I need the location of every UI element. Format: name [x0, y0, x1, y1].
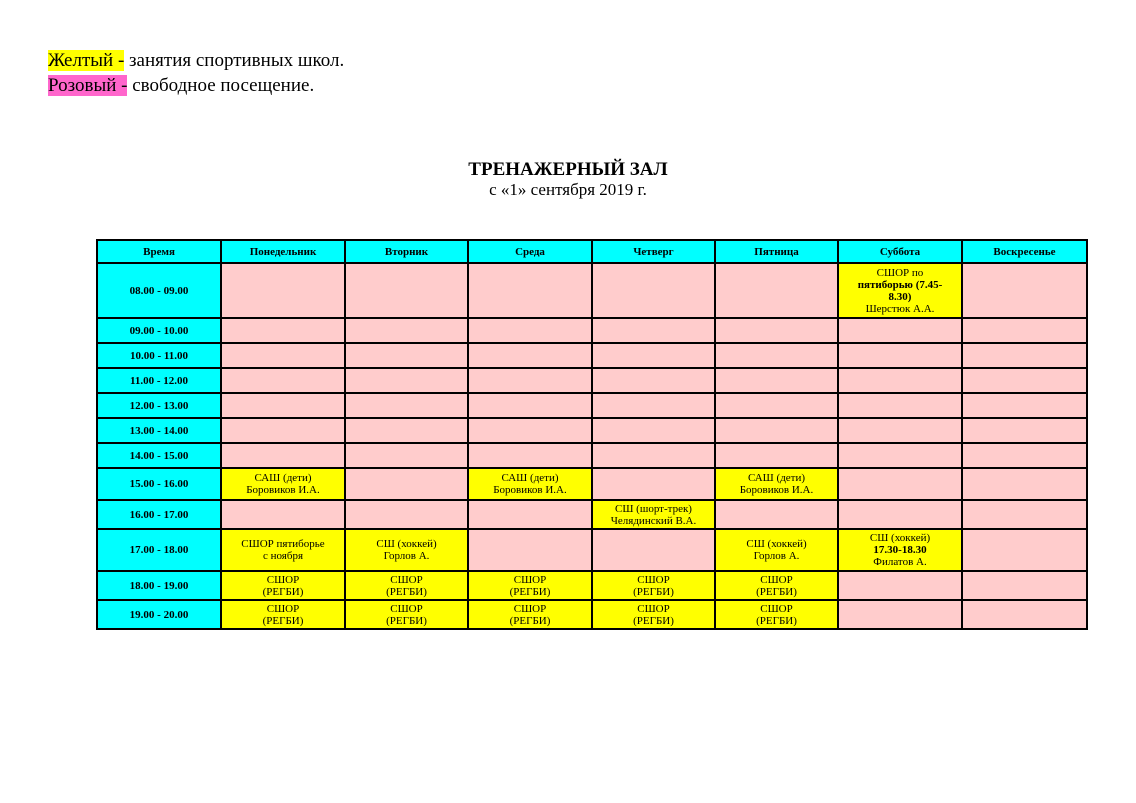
header-cell: Воскресенье [962, 240, 1087, 263]
cell-text: СШОР [266, 602, 300, 615]
time-cell: 08.00 - 09.00 [97, 263, 221, 318]
free-visit-cell [715, 318, 838, 343]
cell-text: (РЕГБИ) [262, 585, 304, 598]
time-cell: 09.00 - 10.00 [97, 318, 221, 343]
free-visit-cell [221, 418, 345, 443]
free-visit-cell [221, 343, 345, 368]
free-visit-cell [468, 529, 592, 571]
cell-text: СШОР [390, 602, 423, 615]
free-visit-cell [838, 368, 962, 393]
cell-text: Шерстюк А.А. [865, 302, 935, 315]
legend-pink-text: свободное посещение. [127, 75, 315, 96]
free-visit-cell [715, 418, 838, 443]
school-session-cell [592, 500, 715, 529]
cell-text: СШ (хоккей) [746, 538, 807, 550]
free-visit-cell [962, 393, 1087, 418]
table-row [97, 529, 1087, 571]
cell-text: САШ (дети) [254, 472, 312, 484]
school-session-cell [345, 571, 468, 600]
free-visit-cell [345, 393, 468, 418]
free-visit-cell [345, 368, 468, 393]
free-visit-cell [838, 600, 962, 629]
cell-text: Боровиков И.А. [739, 484, 814, 496]
school-session-cell [221, 529, 345, 571]
free-visit-cell [592, 393, 715, 418]
time-cell: 18.00 - 19.00 [97, 571, 221, 600]
legend-pink [48, 73, 344, 98]
school-session-cell [592, 571, 715, 600]
free-visit-cell [962, 468, 1087, 500]
free-visit-cell [592, 368, 715, 393]
school-session-cell [838, 529, 962, 571]
time-cell: 12.00 - 13.00 [97, 393, 221, 418]
time-cell: 11.00 - 12.00 [97, 368, 221, 393]
school-session-cell [221, 600, 345, 629]
free-visit-cell [592, 529, 715, 571]
free-visit-cell [838, 393, 962, 418]
time-cell: 16.00 - 17.00 [97, 500, 221, 529]
cell-text: пятиборью (7.45- [857, 278, 943, 291]
cell-text: 8.30) [888, 290, 912, 303]
time-cell: 14.00 - 15.00 [97, 443, 221, 468]
header-cell: Понедельник [221, 240, 345, 263]
free-visit-cell [345, 343, 468, 368]
free-visit-cell [715, 263, 838, 318]
cell-text: СШ (хоккей) [869, 532, 931, 544]
free-visit-cell [715, 393, 838, 418]
free-visit-cell [962, 443, 1087, 468]
free-visit-cell [221, 368, 345, 393]
cell-text: (РЕГБИ) [633, 585, 674, 598]
free-visit-cell [592, 468, 715, 500]
free-visit-cell [345, 500, 468, 529]
time-cell: 10.00 - 11.00 [97, 343, 221, 368]
cell-text: (РЕГБИ) [262, 614, 304, 627]
time-cell: 13.00 - 14.00 [97, 418, 221, 443]
cell-text: Горлов А. [753, 550, 800, 562]
cell-text: Боровиков И.А. [493, 484, 567, 496]
free-visit-cell [962, 500, 1087, 529]
cell-text: (РЕГБИ) [509, 585, 551, 598]
school-session-cell [592, 600, 715, 629]
free-visit-cell [838, 343, 962, 368]
free-visit-cell [221, 500, 345, 529]
free-visit-cell [468, 393, 592, 418]
free-visit-cell [962, 571, 1087, 600]
cell-text: СШОР [760, 573, 793, 586]
free-visit-cell [962, 263, 1087, 318]
cell-text: (РЕГБИ) [756, 614, 797, 627]
table-row [97, 418, 1087, 443]
table-row [97, 393, 1087, 418]
free-visit-cell [221, 443, 345, 468]
school-session-cell [715, 571, 838, 600]
cell-text: 17.30-18.30 [873, 544, 927, 556]
table-row [97, 343, 1087, 368]
cell-text: Горлов А. [383, 550, 430, 562]
cell-text: Челядинский В.А. [610, 514, 697, 527]
header-cell: Четверг [592, 240, 715, 263]
free-visit-cell [468, 263, 592, 318]
free-visit-cell [838, 571, 962, 600]
free-visit-cell [962, 600, 1087, 629]
free-visit-cell [592, 343, 715, 368]
school-session-cell [345, 600, 468, 629]
header-cell: Пятница [715, 240, 838, 263]
legend-pink-label: Розовый - [48, 75, 128, 96]
cell-text: Филатов А. [873, 556, 927, 568]
free-visit-cell [468, 368, 592, 393]
free-visit-cell [345, 443, 468, 468]
page-subtitle: с «1» сентября 2019 г. [489, 180, 647, 199]
school-session-cell [468, 468, 592, 500]
time-cell: 17.00 - 18.00 [97, 529, 221, 571]
cell-text: (РЕГБИ) [386, 585, 427, 598]
header-cell: Вторник [345, 240, 468, 263]
free-visit-cell [838, 418, 962, 443]
free-visit-cell [962, 529, 1087, 571]
legend-yellow [48, 48, 344, 73]
cell-text: СШ (шорт-трек) [615, 502, 692, 515]
cell-text: (РЕГБИ) [633, 614, 674, 627]
time-cell: 15.00 - 16.00 [97, 468, 221, 500]
free-visit-cell [592, 443, 715, 468]
free-visit-cell [468, 500, 592, 529]
free-visit-cell [592, 263, 715, 318]
cell-text: (РЕГБИ) [509, 614, 551, 627]
legend-yellow-label: Желтый - [48, 50, 125, 71]
school-session-cell [715, 600, 838, 629]
free-visit-cell [715, 368, 838, 393]
cell-text: СШОР по [876, 266, 924, 279]
free-visit-cell [715, 443, 838, 468]
free-visit-cell [962, 418, 1087, 443]
free-visit-cell [838, 443, 962, 468]
school-session-cell [468, 600, 592, 629]
free-visit-cell [221, 263, 345, 318]
time-cell: 19.00 - 20.00 [97, 600, 221, 629]
cell-text: (РЕГБИ) [756, 585, 797, 598]
cell-text: СШОР [637, 573, 670, 586]
free-visit-cell [468, 343, 592, 368]
header-cell: Суббота [838, 240, 962, 263]
cell-text: СШОР [513, 573, 547, 586]
school-session-cell [715, 468, 838, 500]
cell-text: СШОР [513, 602, 547, 615]
cell-text: СШОР [390, 573, 423, 586]
free-visit-cell [345, 418, 468, 443]
free-visit-cell [592, 318, 715, 343]
cell-text: Боровиков И.А. [246, 484, 320, 496]
header-row [97, 240, 1087, 263]
free-visit-cell [715, 343, 838, 368]
free-visit-cell [962, 318, 1087, 343]
cell-text: СШОР [266, 573, 300, 586]
schedule-table [96, 239, 1088, 630]
free-visit-cell [221, 393, 345, 418]
legend-yellow-text: занятия спортивных школ. [124, 50, 345, 71]
school-session-cell [221, 468, 345, 500]
free-visit-cell [838, 468, 962, 500]
school-session-cell [715, 529, 838, 571]
cell-text: СШОР [637, 602, 670, 615]
header-cell: Время [97, 240, 221, 263]
free-visit-cell [345, 263, 468, 318]
school-session-cell [838, 263, 962, 318]
free-visit-cell [715, 500, 838, 529]
free-visit-cell [838, 500, 962, 529]
free-visit-cell [962, 368, 1087, 393]
school-session-cell [345, 529, 468, 571]
cell-text: СШОР [760, 602, 793, 615]
free-visit-cell [345, 318, 468, 343]
header-cell: Среда [468, 240, 592, 263]
cell-text: (РЕГБИ) [386, 614, 427, 627]
school-session-cell [468, 571, 592, 600]
free-visit-cell [962, 343, 1087, 368]
cell-text: СШ (хоккей) [376, 538, 437, 550]
free-visit-cell [221, 318, 345, 343]
cell-text: СШОР пятиборье [241, 538, 325, 550]
table-row [97, 443, 1087, 468]
color-legend [48, 48, 344, 98]
title-block [0, 160, 1136, 199]
table-row [97, 468, 1087, 500]
table-row [97, 500, 1087, 529]
free-visit-cell [838, 318, 962, 343]
free-visit-cell [468, 418, 592, 443]
table-row [97, 368, 1087, 393]
table-row [97, 318, 1087, 343]
table-row [97, 571, 1087, 600]
cell-text: САШ (дети) [501, 472, 559, 484]
free-visit-cell [345, 468, 468, 500]
free-visit-cell [592, 418, 715, 443]
cell-text: САШ (дети) [747, 472, 806, 484]
free-visit-cell [468, 443, 592, 468]
table-row [97, 600, 1087, 629]
school-session-cell [221, 571, 345, 600]
free-visit-cell [468, 318, 592, 343]
page-title: ТРЕНАЖЕРНЫЙ ЗАЛ [468, 159, 668, 180]
table-row [97, 263, 1087, 318]
cell-text: с ноября [262, 550, 304, 562]
